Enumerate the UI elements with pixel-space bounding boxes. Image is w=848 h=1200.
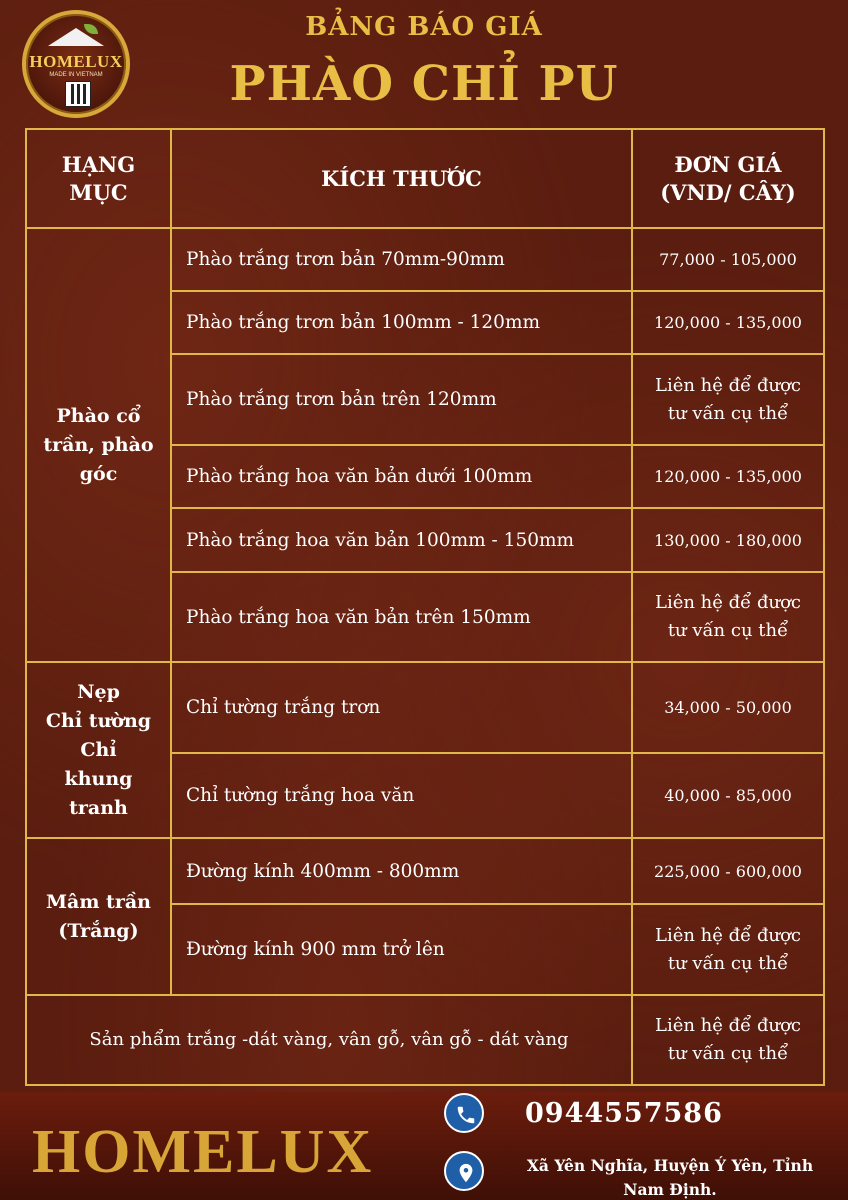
contact-line-1: Liên hệ để được <box>655 1015 801 1036</box>
special-products-cell: Sản phẩm trắng -dát vàng, vân gỗ, vân gỗ - dát vàng <box>26 995 632 1085</box>
phone-icon <box>444 1093 484 1133</box>
category-line: Chỉ <box>80 738 117 761</box>
header-category-text: HẠNG MỤC <box>61 151 136 205</box>
category-line: Mâm trần <box>46 890 151 913</box>
price-cell: 120,000 - 135,000 <box>632 445 824 508</box>
table-header-row <box>26 129 824 228</box>
price-contact-cell <box>632 354 824 445</box>
item-cell: Đường kính 900 mm trở lên <box>171 904 632 995</box>
category-line: trần, phào <box>43 433 154 456</box>
contact-line-2: tư vấn cụ thể <box>667 1043 789 1064</box>
item-cell: Phào trắng trơn bản 70mm-90mm <box>171 228 632 291</box>
category-line: tranh <box>69 796 128 819</box>
item-cell: Chỉ tường trắng hoa văn <box>171 753 632 838</box>
item-cell: Phào trắng hoa văn bản 100mm - 150mm <box>171 508 632 572</box>
contact-line-2: tư vấn cụ thể <box>667 620 789 641</box>
title-line-2: PHÀO CHỈ PU <box>229 56 619 112</box>
category-line: Nẹp <box>77 680 120 703</box>
table-row-special-products <box>26 995 824 1085</box>
price-cell: 120,000 - 135,000 <box>632 291 824 354</box>
category-cell-ceiling-rose <box>26 838 171 995</box>
logo-tagline: MADE IN VIETNAM <box>49 72 103 78</box>
price-table <box>25 128 825 1086</box>
contact-line-1: Liên hệ để được <box>655 374 801 396</box>
price-cell: 130,000 - 180,000 <box>632 508 824 572</box>
title-line-1: BẢNG BÁO GIÁ <box>305 12 543 42</box>
address-line-2: Nam Định. <box>623 1180 717 1199</box>
location-pin-icon <box>444 1151 484 1191</box>
table-row <box>26 838 824 904</box>
price-contact-cell <box>632 995 824 1085</box>
category-cell-wall-trim <box>26 662 171 838</box>
header-category <box>26 129 171 228</box>
category-line: Phào cổ <box>56 404 141 427</box>
price-cell: 40,000 - 85,000 <box>632 753 824 838</box>
table-row <box>26 228 824 291</box>
contact-line-2: tư vấn cụ thể <box>667 402 789 424</box>
item-cell: Phào trắng trơn bản trên 120mm <box>171 354 632 445</box>
address <box>500 1154 840 1200</box>
contact-line-2: tư vấn cụ thể <box>667 952 789 974</box>
item-cell: Phào trắng hoa văn bản trên 150mm <box>171 572 632 662</box>
phone-number[interactable]: 0944557586 <box>525 1098 723 1129</box>
contact-line-1: Liên hệ để được <box>655 592 801 613</box>
contact-line-1: Liên hệ để được <box>655 924 801 946</box>
item-cell: Phào trắng hoa văn bản dưới 100mm <box>171 445 632 508</box>
header-price <box>632 129 824 228</box>
table-row <box>26 662 824 753</box>
item-cell: Đường kính 400mm - 800mm <box>171 838 632 904</box>
footer-brand: HOMELUX <box>32 1118 374 1186</box>
logo-brand-text: HOMELUX <box>29 52 123 71</box>
price-cell: 77,000 - 105,000 <box>632 228 824 291</box>
header-price-line-2: (VND/ CÂY) <box>660 179 796 205</box>
header-size: KÍCH THƯỚC <box>171 129 632 228</box>
item-cell: Phào trắng trơn bản 100mm - 120mm <box>171 291 632 354</box>
category-line: khung <box>64 767 133 790</box>
price-contact-cell <box>632 904 824 995</box>
category-line: (Trắng) <box>58 919 139 942</box>
address-line-1: Xã Yên Nghĩa, Huyện Ý Yên, Tỉnh <box>526 1156 814 1175</box>
price-cell: 225,000 - 600,000 <box>632 838 824 904</box>
category-line: góc <box>79 462 118 485</box>
price-cell: 34,000 - 50,000 <box>632 662 824 753</box>
header-price-line-1: ĐƠN GIÁ <box>674 151 782 177</box>
item-cell: Chỉ tường trắng trơn <box>171 662 632 753</box>
category-line: Chỉ tường <box>45 709 152 732</box>
price-contact-cell <box>632 572 824 662</box>
category-cell-moulding <box>26 228 171 662</box>
